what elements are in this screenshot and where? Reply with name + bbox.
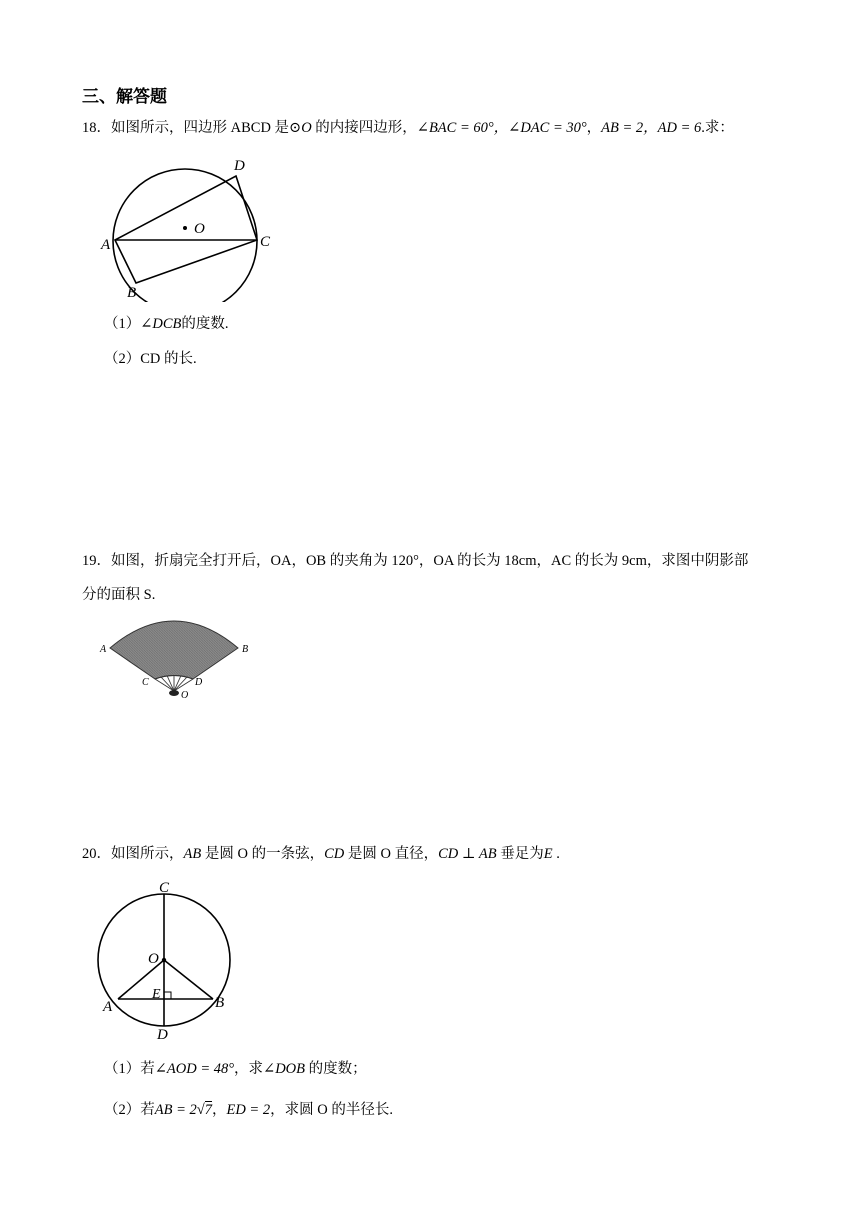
- q18-circle-symbol: ⊙O: [289, 120, 312, 136]
- q20-part2-sqrt: 7: [204, 1102, 212, 1118]
- q18-part2: （2）CD 的长.: [104, 351, 197, 367]
- q20-part2-sqrt-sign: √: [196, 1102, 205, 1118]
- q19-line1: 19．如图，折扇完全打开后，OA，OB 的夹角为 120°，OA 的长为 18cm，AC 的长为 9cm，求图中阴影部: [82, 553, 749, 569]
- q19-shaded-region: [110, 621, 238, 679]
- q20-t1: 是圆 O 的一条弦，: [201, 846, 325, 862]
- q20-label-c: C: [159, 880, 170, 896]
- q20-figure: [96, 876, 246, 1046]
- q20-part1-end: 的度数；: [305, 1061, 367, 1077]
- q18-circle: [113, 169, 257, 302]
- q20-center-dot: [162, 958, 166, 962]
- q19-label-d: D: [195, 677, 203, 688]
- q20-part1: [104, 1059, 367, 1079]
- q19-label-o: O: [181, 690, 189, 701]
- q20-cd: CD: [324, 846, 345, 862]
- q20-label-d: D: [157, 1027, 168, 1043]
- q18-label-c: C: [260, 234, 271, 250]
- q18-part1-num: （1）: [104, 316, 141, 332]
- q20-t3: 垂足为: [496, 846, 544, 862]
- q20-part1-mid: ，求: [234, 1061, 264, 1077]
- q20-part1-num: （1）若: [104, 1061, 155, 1077]
- q18-part1-text: 的度数.: [181, 316, 229, 332]
- q20-part2-num: （2）若: [104, 1102, 155, 1118]
- q18-sep: ，: [586, 120, 602, 136]
- q18-stem-mid: 的内接四边形，: [311, 120, 417, 136]
- q18-cond2: AB = 2，AD = 6: [601, 120, 702, 136]
- q20-right-angle-mark: [164, 992, 171, 999]
- q20-e: E: [543, 846, 553, 862]
- q20-part2-end: ，求圆 O 的半径长.: [270, 1102, 393, 1118]
- q18-center-dot: [183, 226, 187, 230]
- q19-label-c: C: [142, 677, 149, 688]
- q19-label-b: B: [242, 644, 249, 655]
- section-title: 三、解答题: [82, 87, 167, 107]
- q18-label-a: A: [101, 237, 111, 253]
- q20-label-e: E: [152, 987, 161, 1002]
- q19-label-a: A: [100, 644, 107, 655]
- q19-pivot: [169, 690, 179, 696]
- q20-perp: CD ⊥ AB: [438, 846, 497, 862]
- q18-label-d: D: [234, 158, 245, 174]
- q20-part2: [104, 1100, 393, 1120]
- q18-stem-end: .求：: [701, 120, 734, 136]
- q20-label-a: A: [103, 999, 113, 1015]
- q20-part2-ed: ED = 2: [226, 1102, 271, 1118]
- q18-label-b: B: [127, 285, 137, 301]
- q18-stem: [82, 118, 734, 138]
- q18-label-o: O: [194, 221, 205, 237]
- q18-cond1: ∠BAC = 60°，∠DAC = 30°: [416, 120, 587, 136]
- q18-stem-prefix: 18．如图所示，四边形 ABCD 是: [82, 120, 290, 136]
- q20-stem: [82, 844, 560, 864]
- q20-part2-ab: AB = 2: [154, 1102, 197, 1118]
- q19-fan-figure: [96, 612, 256, 704]
- q20-part1-math: ∠AOD = 48°: [154, 1061, 235, 1077]
- q20-t2: 是圆 O 直径，: [344, 846, 439, 862]
- q20-label-b: B: [215, 995, 225, 1011]
- q18-part1: [104, 314, 229, 334]
- q18-part1-math: ∠DCB: [140, 316, 182, 332]
- q20-label-o: O: [148, 951, 159, 967]
- q20-ab: AB: [183, 846, 202, 862]
- q20-part2-sep: ，: [211, 1102, 227, 1118]
- q19-line2: 分的面积 S.: [82, 587, 156, 603]
- q20-num: 20．如图所示，: [82, 846, 184, 862]
- q20-part1-math2: ∠DOB: [263, 1061, 305, 1077]
- q18-figure: [96, 152, 286, 302]
- q20-end: .: [552, 846, 560, 862]
